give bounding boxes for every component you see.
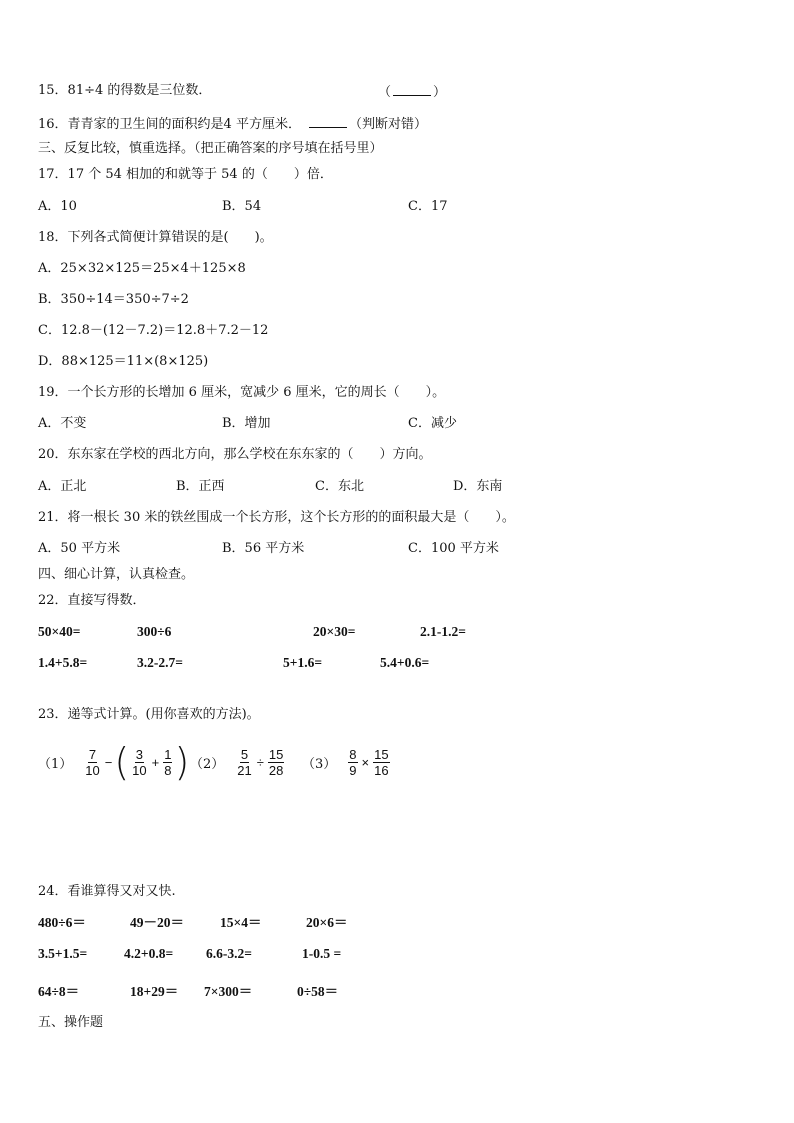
calc-item: 18+29＝ — [130, 984, 179, 999]
option-a[interactable]: A．50 平方米 — [38, 541, 121, 556]
question-20-text: 20．东东家在学校的西北方向，那么学校在东东家的（ ）方向。 — [38, 447, 432, 462]
calc-item: 7×300＝ — [204, 984, 253, 999]
section-5-heading: 五、操作题 — [38, 1015, 104, 1030]
option-c[interactable]: C．17 — [408, 199, 448, 214]
calc-item: 3.2-2.7= — [137, 655, 183, 670]
calc-item: 3.5+1.5= — [38, 946, 88, 961]
left-paren: ( — [114, 740, 130, 784]
question-17-text: 17．17 个 54 相加的和就等于 54 的（ ）倍． — [38, 167, 333, 182]
question-22-text: 22．直接写得数． — [38, 593, 146, 608]
calc-item: 64÷8＝ — [38, 984, 80, 999]
question-24-text: 24．看谁算得又对又快. — [38, 884, 176, 899]
question-15-text: 15．81÷4 的得数是三位数． — [38, 83, 212, 98]
option-c[interactable]: C．100 平方米 — [408, 541, 499, 556]
calc-item: 1.4+5.8= — [38, 655, 88, 670]
section-3-heading: 三、反复比较，慎重选择。（把正确答案的序号填在括号里） — [38, 141, 383, 156]
option-b[interactable]: B．增加 — [222, 416, 271, 431]
option-b[interactable]: B．正西 — [176, 479, 225, 494]
option-a[interactable]: A．不变 — [38, 416, 87, 431]
answer-blank[interactable] — [309, 115, 347, 128]
fraction: $\frac{1}{8}$ — [164, 746, 172, 778]
expression-1: （1） $\frac{7}{10}$ − ( $\frac{3}{10}$ + $\frac{1}{8}$ ) — [38, 740, 190, 784]
calc-item: 20×6＝ — [306, 915, 348, 930]
option-a[interactable]: A．25×32×125＝25×4＋125×8 — [38, 261, 246, 276]
option-b[interactable]: B．350÷14＝350÷7÷2 — [38, 292, 189, 307]
section-4-heading: 四、细心计算，认真检查。 — [38, 567, 195, 582]
right-paren: ) — [174, 740, 190, 784]
question-16-tail: （判断对错） — [348, 117, 427, 132]
question-15 — [38, 83, 211, 99]
calc-item: 20×30= — [313, 624, 356, 639]
fraction: $\frac{5}{21}$ — [237, 746, 252, 778]
fraction: $\frac{15}{28}$ — [268, 746, 284, 778]
option-b[interactable]: B．54 — [222, 199, 262, 214]
option-c[interactable]: C．东北 — [315, 479, 364, 494]
fraction: $\frac{15}{16}$ — [374, 746, 389, 778]
option-b[interactable]: B．56 平方米 — [222, 541, 305, 556]
calc-item: 4.2+0.8= — [124, 946, 174, 961]
question-19-text: 19．一个长方形的长增加 6 厘米，宽减少 6 厘米，它的周长（ ）。 — [38, 385, 446, 400]
option-a[interactable]: A．10 — [38, 199, 77, 214]
calc-item: 49－20＝ — [130, 915, 184, 930]
fraction: $\frac{7}{10}$ — [85, 746, 100, 778]
option-d[interactable]: D．东南 — [453, 479, 503, 494]
calc-item: 6.6-3.2= — [206, 946, 252, 961]
calc-item: 5+1.6= — [283, 655, 323, 670]
question-23-text: 23．递等式计算。(用你喜欢的方法)。 — [38, 707, 260, 722]
calc-item: 50×40= — [38, 624, 81, 639]
option-a[interactable]: A．正北 — [38, 479, 87, 494]
answer-paren: （ ） — [378, 85, 447, 100]
question-16-text: 16．青青家的卫生间的面积约是4 平方厘米． — [38, 117, 301, 132]
expression-3: （3） $\frac{8}{9}$ × $\frac{15}{16}$ — [302, 746, 389, 778]
expression-2: （2） $\frac{5}{21}$ ÷ $\frac{15}{28}$ — [190, 746, 284, 778]
question-21-text: 21．将一根长 30 米的铁丝围成一个长方形，这个长方形的的面积最大是（ ）。 — [38, 510, 515, 525]
answer-blank[interactable] — [393, 83, 431, 96]
fraction: $\frac{3}{10}$ — [132, 746, 147, 778]
question-18-text: 18．下列各式简便计算错误的是( )。 — [38, 230, 273, 245]
calc-item: 2.1-1.2= — [420, 624, 466, 639]
calc-item: 1-0.5 = — [302, 946, 342, 961]
fraction: $\frac{8}{9}$ — [349, 746, 357, 778]
calc-item: 300÷6 — [137, 624, 172, 639]
option-c[interactable]: C．12.8－(12－7.2)＝12.8＋7.2－12 — [38, 323, 269, 338]
question-16 — [38, 115, 427, 133]
option-d[interactable]: D．88×125＝11×(8×125) — [38, 354, 209, 369]
calc-item: 0÷58＝ — [297, 984, 339, 999]
calc-item: 15×4＝ — [220, 915, 262, 930]
option-c[interactable]: C．减少 — [408, 416, 457, 431]
calc-item: 5.4+0.6= — [380, 655, 430, 670]
calc-item: 480÷6＝ — [38, 915, 86, 930]
